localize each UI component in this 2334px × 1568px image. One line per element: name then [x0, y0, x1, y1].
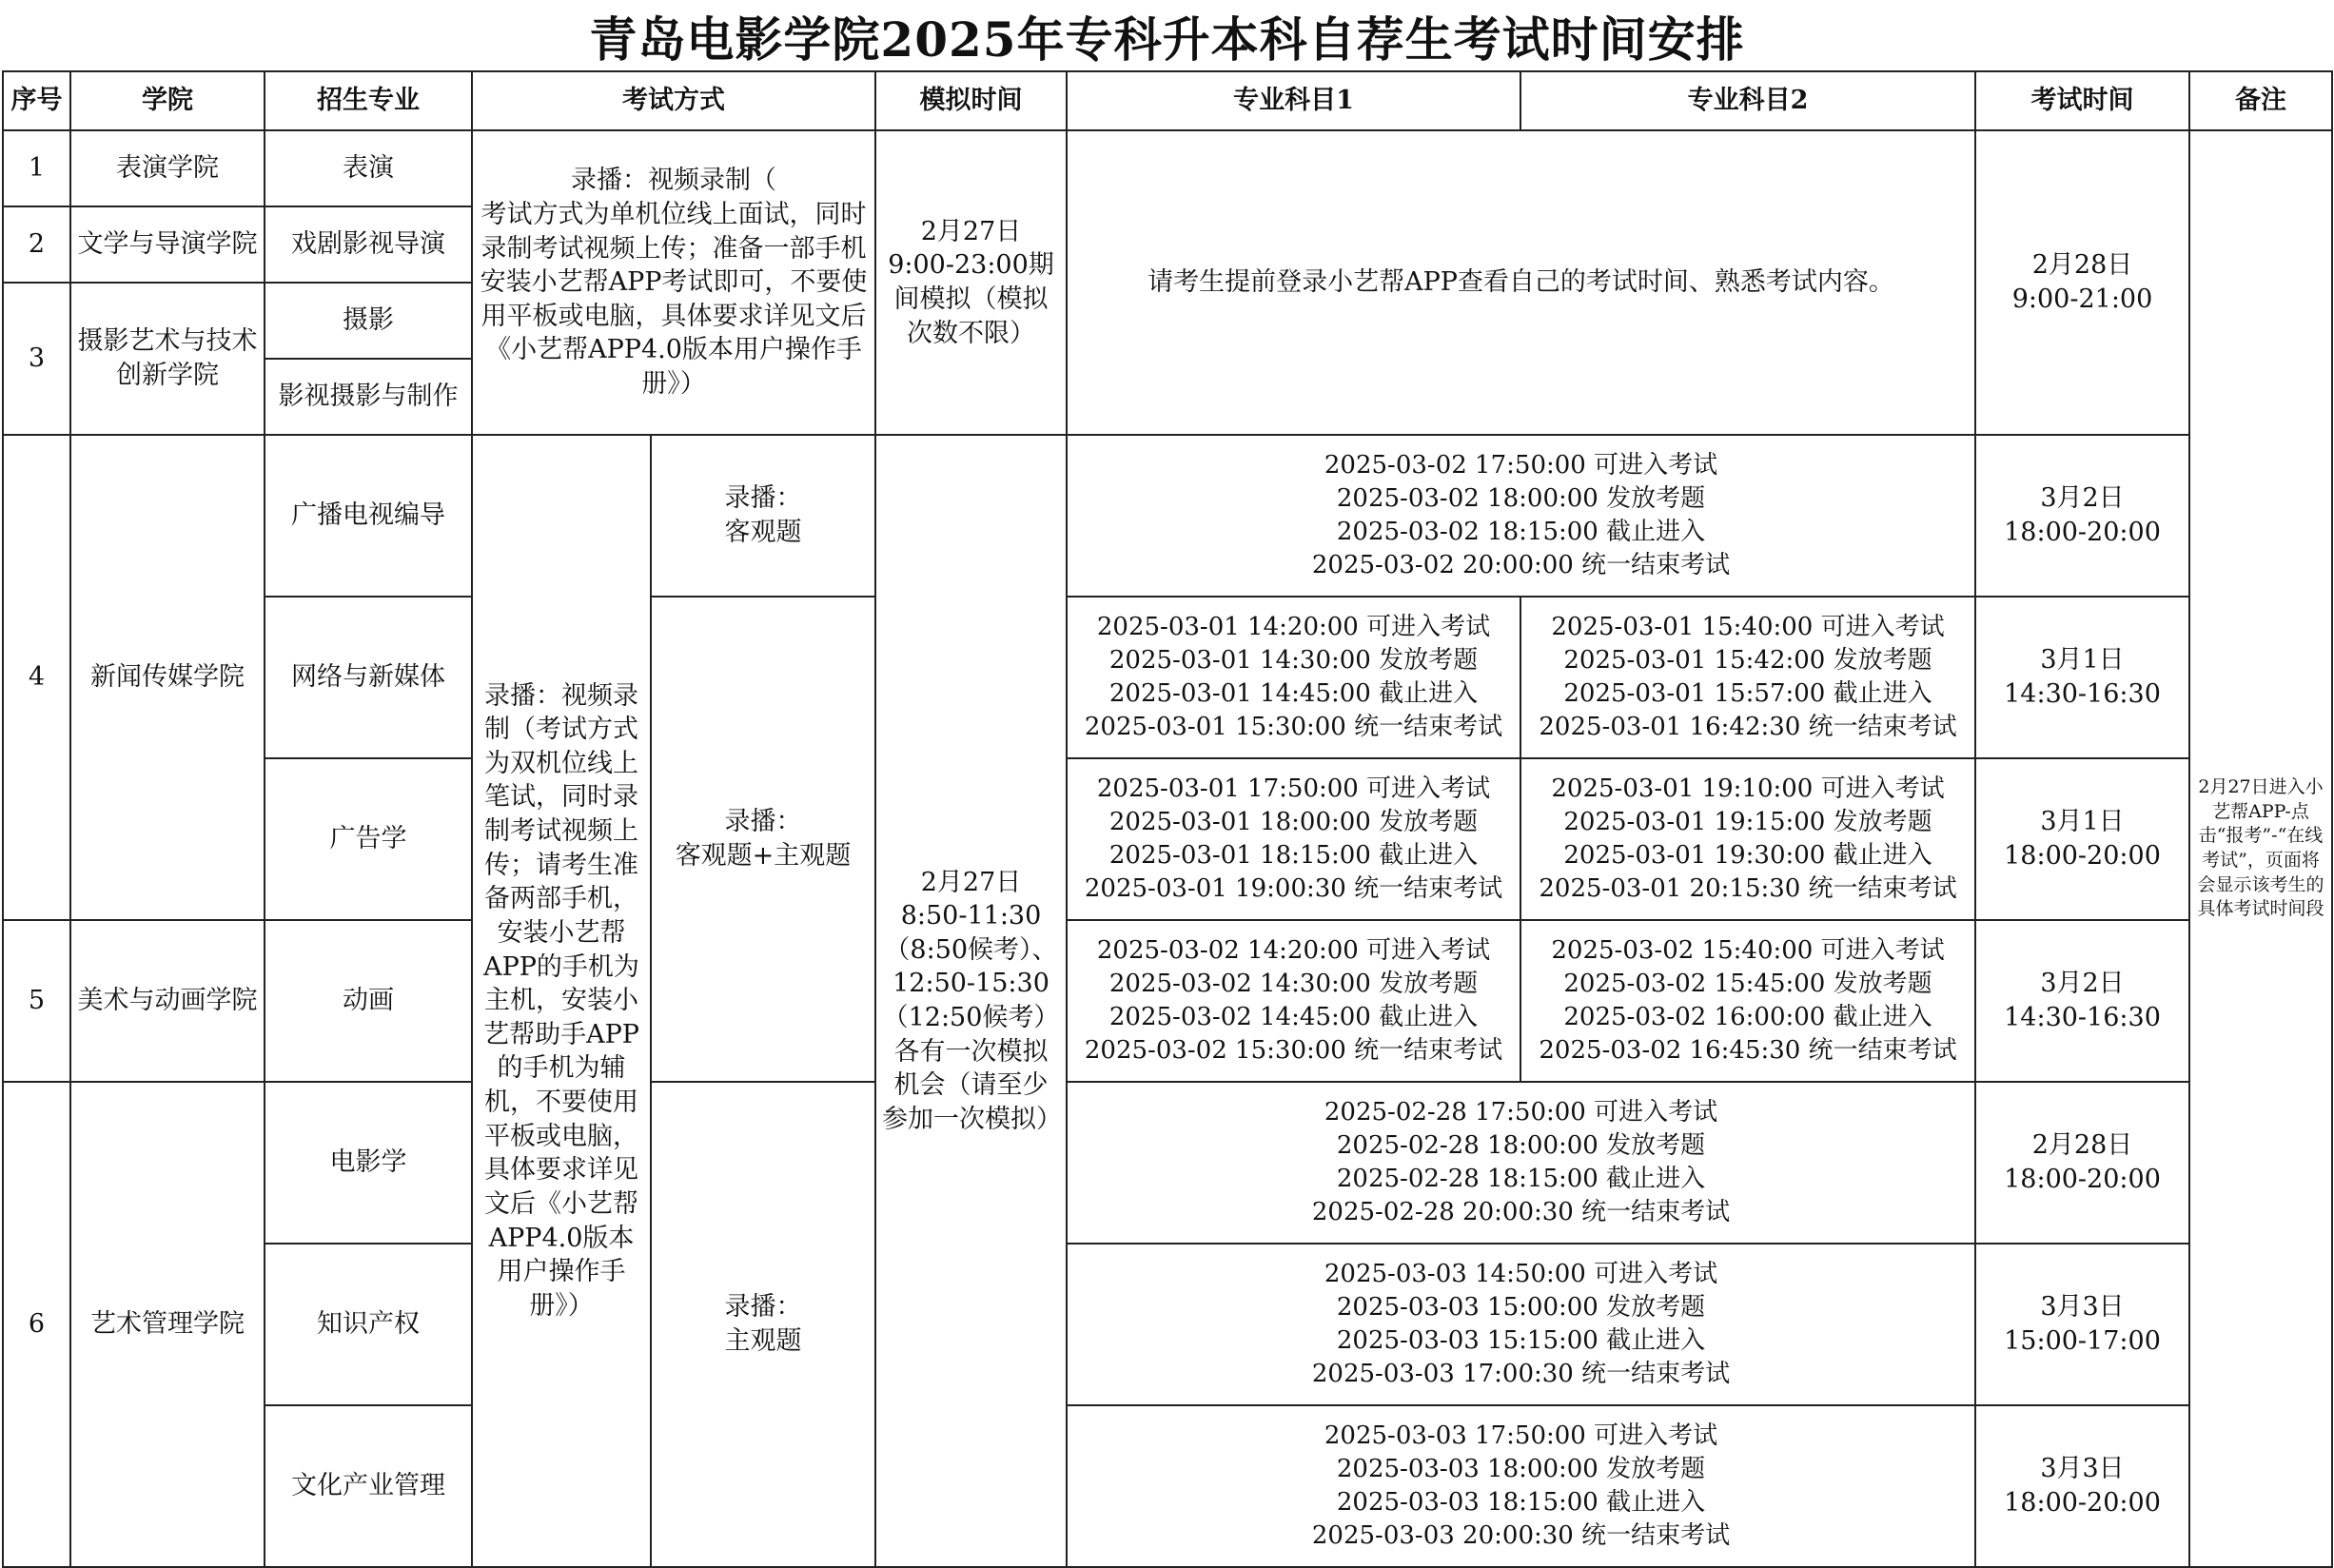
- major-cell: 电影学: [265, 1082, 472, 1244]
- college-cell: 摄影艺术与技术创新学院: [70, 283, 265, 435]
- header-exam-time: 考试时间: [1975, 71, 2189, 130]
- subjects-note-cell: 请考生提前登录小艺帮APP查看自己的考试时间、熟悉考试内容。: [1067, 130, 1975, 435]
- subject1-cell: 2025-03-02 14:20:00 可进入考试 2025-03-02 14:30:00 发放考题 2025-03-02 14:45:00 截止进入 2025-03-02 15:30:00 统一结束考试: [1067, 920, 1520, 1082]
- exam-type-cell: 录播： 主观题: [651, 1082, 875, 1567]
- mock-cell: 2月27日 8:50-11:30（8:50候考）、12:50-15:30（12:50候考）各有一次模拟机会（请至少参加一次模拟）: [875, 435, 1067, 1567]
- exam-type-cell: 录播： 客观题: [651, 435, 875, 597]
- seq-cell: 3: [3, 283, 70, 435]
- table-row: [3, 1244, 2332, 1405]
- seq-cell: 4: [3, 435, 70, 920]
- table-row: [3, 435, 2332, 597]
- remark-cell: 2月27日进入小艺帮APP-点击“报考”-“在线考试”，页面将会显示该考生的具体考试时间段: [2189, 130, 2332, 1567]
- subject1-cell: 2025-03-01 14:20:00 可进入考试 2025-03-01 14:30:00 发放考题 2025-03-01 14:45:00 截止进入 2025-03-01 15:30:00 统一结束考试: [1067, 597, 1520, 758]
- method-cell: 录播：视频录制（ 考试方式为单机位线上面试，同时录制考试视频上传；准备一部手机安装小艺帮APP考试即可，不要使用平板或电脑，具体要求详见文后《小艺帮APP4.0版本用户操作手册》）: [472, 130, 875, 435]
- exam-schedule-table: [2, 70, 2333, 1568]
- major-cell: 影视摄影与制作: [265, 359, 472, 435]
- college-cell: 表演学院: [70, 130, 265, 206]
- exam-time-cell: 3月1日 14:30-16:30: [1975, 597, 2189, 758]
- table-row: [3, 597, 2332, 758]
- college-cell: 文学与导演学院: [70, 206, 265, 283]
- subject-merged-cell: 2025-03-03 14:50:00 可进入考试 2025-03-03 15:00:00 发放考题 2025-03-03 15:15:00 截止进入 2025-03-03 17:00:30 统一结束考试: [1067, 1244, 1975, 1405]
- major-cell: 知识产权: [265, 1244, 472, 1405]
- seq-cell: 6: [3, 1082, 70, 1567]
- table-row: [3, 920, 2332, 1082]
- table-row: [3, 1405, 2332, 1567]
- exam-time-cell: 3月3日 18:00-20:00: [1975, 1405, 2189, 1567]
- header-remark: 备注: [2189, 71, 2332, 130]
- exam-time-cell: 2月28日 9:00-21:00: [1975, 130, 2189, 435]
- method-cell: 录播：视频录制（考试方式为双机位线上笔试，同时录制考试视频上传；请考生准备两部手机，安装小艺帮 APP的手机为主机，安装小艺帮助手APP 的手机为辅机，不要使用平板或电脑，具体要求详见文后《小艺帮APP4.0版本用户操作手册》）: [472, 435, 651, 1567]
- major-cell: 文化产业管理: [265, 1405, 472, 1567]
- header-seq: 序号: [3, 71, 70, 130]
- college-cell: 艺术管理学院: [70, 1082, 265, 1567]
- college-cell: 美术与动画学院: [70, 920, 265, 1082]
- table-row: [3, 1082, 2332, 1244]
- major-cell: 广播电视编导: [265, 435, 472, 597]
- table-row: [3, 130, 2332, 206]
- table-row: [3, 758, 2332, 920]
- exam-time-cell: 2月28日 18:00-20:00: [1975, 1082, 2189, 1244]
- major-cell: 动画: [265, 920, 472, 1082]
- page-title: 青岛电影学院2025年专科升本科自荐生考试时间安排: [589, 11, 1745, 68]
- header-major: 招生专业: [265, 71, 472, 130]
- subject2-cell: 2025-03-01 19:10:00 可进入考试 2025-03-01 19:15:00 发放考题 2025-03-01 19:30:00 截止进入 2025-03-01 20:15:30 统一结束考试: [1520, 758, 1975, 920]
- major-cell: 广告学: [265, 758, 472, 920]
- college-cell: 新闻传媒学院: [70, 435, 265, 920]
- header-college: 学院: [70, 71, 265, 130]
- subject-merged-cell: 2025-03-03 17:50:00 可进入考试 2025-03-03 18:00:00 发放考题 2025-03-03 18:15:00 截止进入 2025-03-03 20:00:30 统一结束考试: [1067, 1405, 1975, 1567]
- major-cell: 摄影: [265, 283, 472, 359]
- subject2-cell: 2025-03-01 15:40:00 可进入考试 2025-03-01 15:42:00 发放考题 2025-03-01 15:57:00 截止进入 2025-03-01 16:42:30 统一结束考试: [1520, 597, 1975, 758]
- exam-time-cell: 3月1日 18:00-20:00: [1975, 758, 2189, 920]
- major-cell: 网络与新媒体: [265, 597, 472, 758]
- mock-cell: 2月27日 9:00-23:00期间模拟（模拟次数不限）: [875, 130, 1067, 435]
- subject-merged-cell: 2025-02-28 17:50:00 可进入考试 2025-02-28 18:00:00 发放考题 2025-02-28 18:15:00 截止进入 2025-02-28 20:00:30 统一结束考试: [1067, 1082, 1975, 1244]
- subject2-cell: 2025-03-02 15:40:00 可进入考试 2025-03-02 15:45:00 发放考题 2025-03-02 16:00:00 截止进入 2025-03-02 16:45:30 统一结束考试: [1520, 920, 1975, 1082]
- exam-time-cell: 3月2日 18:00-20:00: [1975, 435, 2189, 597]
- exam-type-cell: 录播： 客观题+主观题: [651, 597, 875, 1082]
- seq-cell: 2: [3, 206, 70, 283]
- header-method: 考试方式: [472, 71, 875, 130]
- header-mock: 模拟时间: [875, 71, 1067, 130]
- major-cell: 戏剧影视导演: [265, 206, 472, 283]
- header-subject2: 专业科目2: [1520, 71, 1975, 130]
- subject-merged-cell: 2025-03-02 17:50:00 可进入考试 2025-03-02 18:00:00 发放考题 2025-03-02 18:15:00 截止进入 2025-03-02 20:00:00 统一结束考试: [1067, 435, 1975, 597]
- header-subject1: 专业科目1: [1067, 71, 1520, 130]
- exam-time-cell: 3月2日 14:30-16:30: [1975, 920, 2189, 1082]
- seq-cell: 1: [3, 130, 70, 206]
- seq-cell: 5: [3, 920, 70, 1082]
- subject1-cell: 2025-03-01 17:50:00 可进入考试 2025-03-01 18:00:00 发放考题 2025-03-01 18:15:00 截止进入 2025-03-01 19:00:30 统一结束考试: [1067, 758, 1520, 920]
- header-row: [3, 71, 2332, 130]
- exam-time-cell: 3月3日 15:00-17:00: [1975, 1244, 2189, 1405]
- major-cell: 表演: [265, 130, 472, 206]
